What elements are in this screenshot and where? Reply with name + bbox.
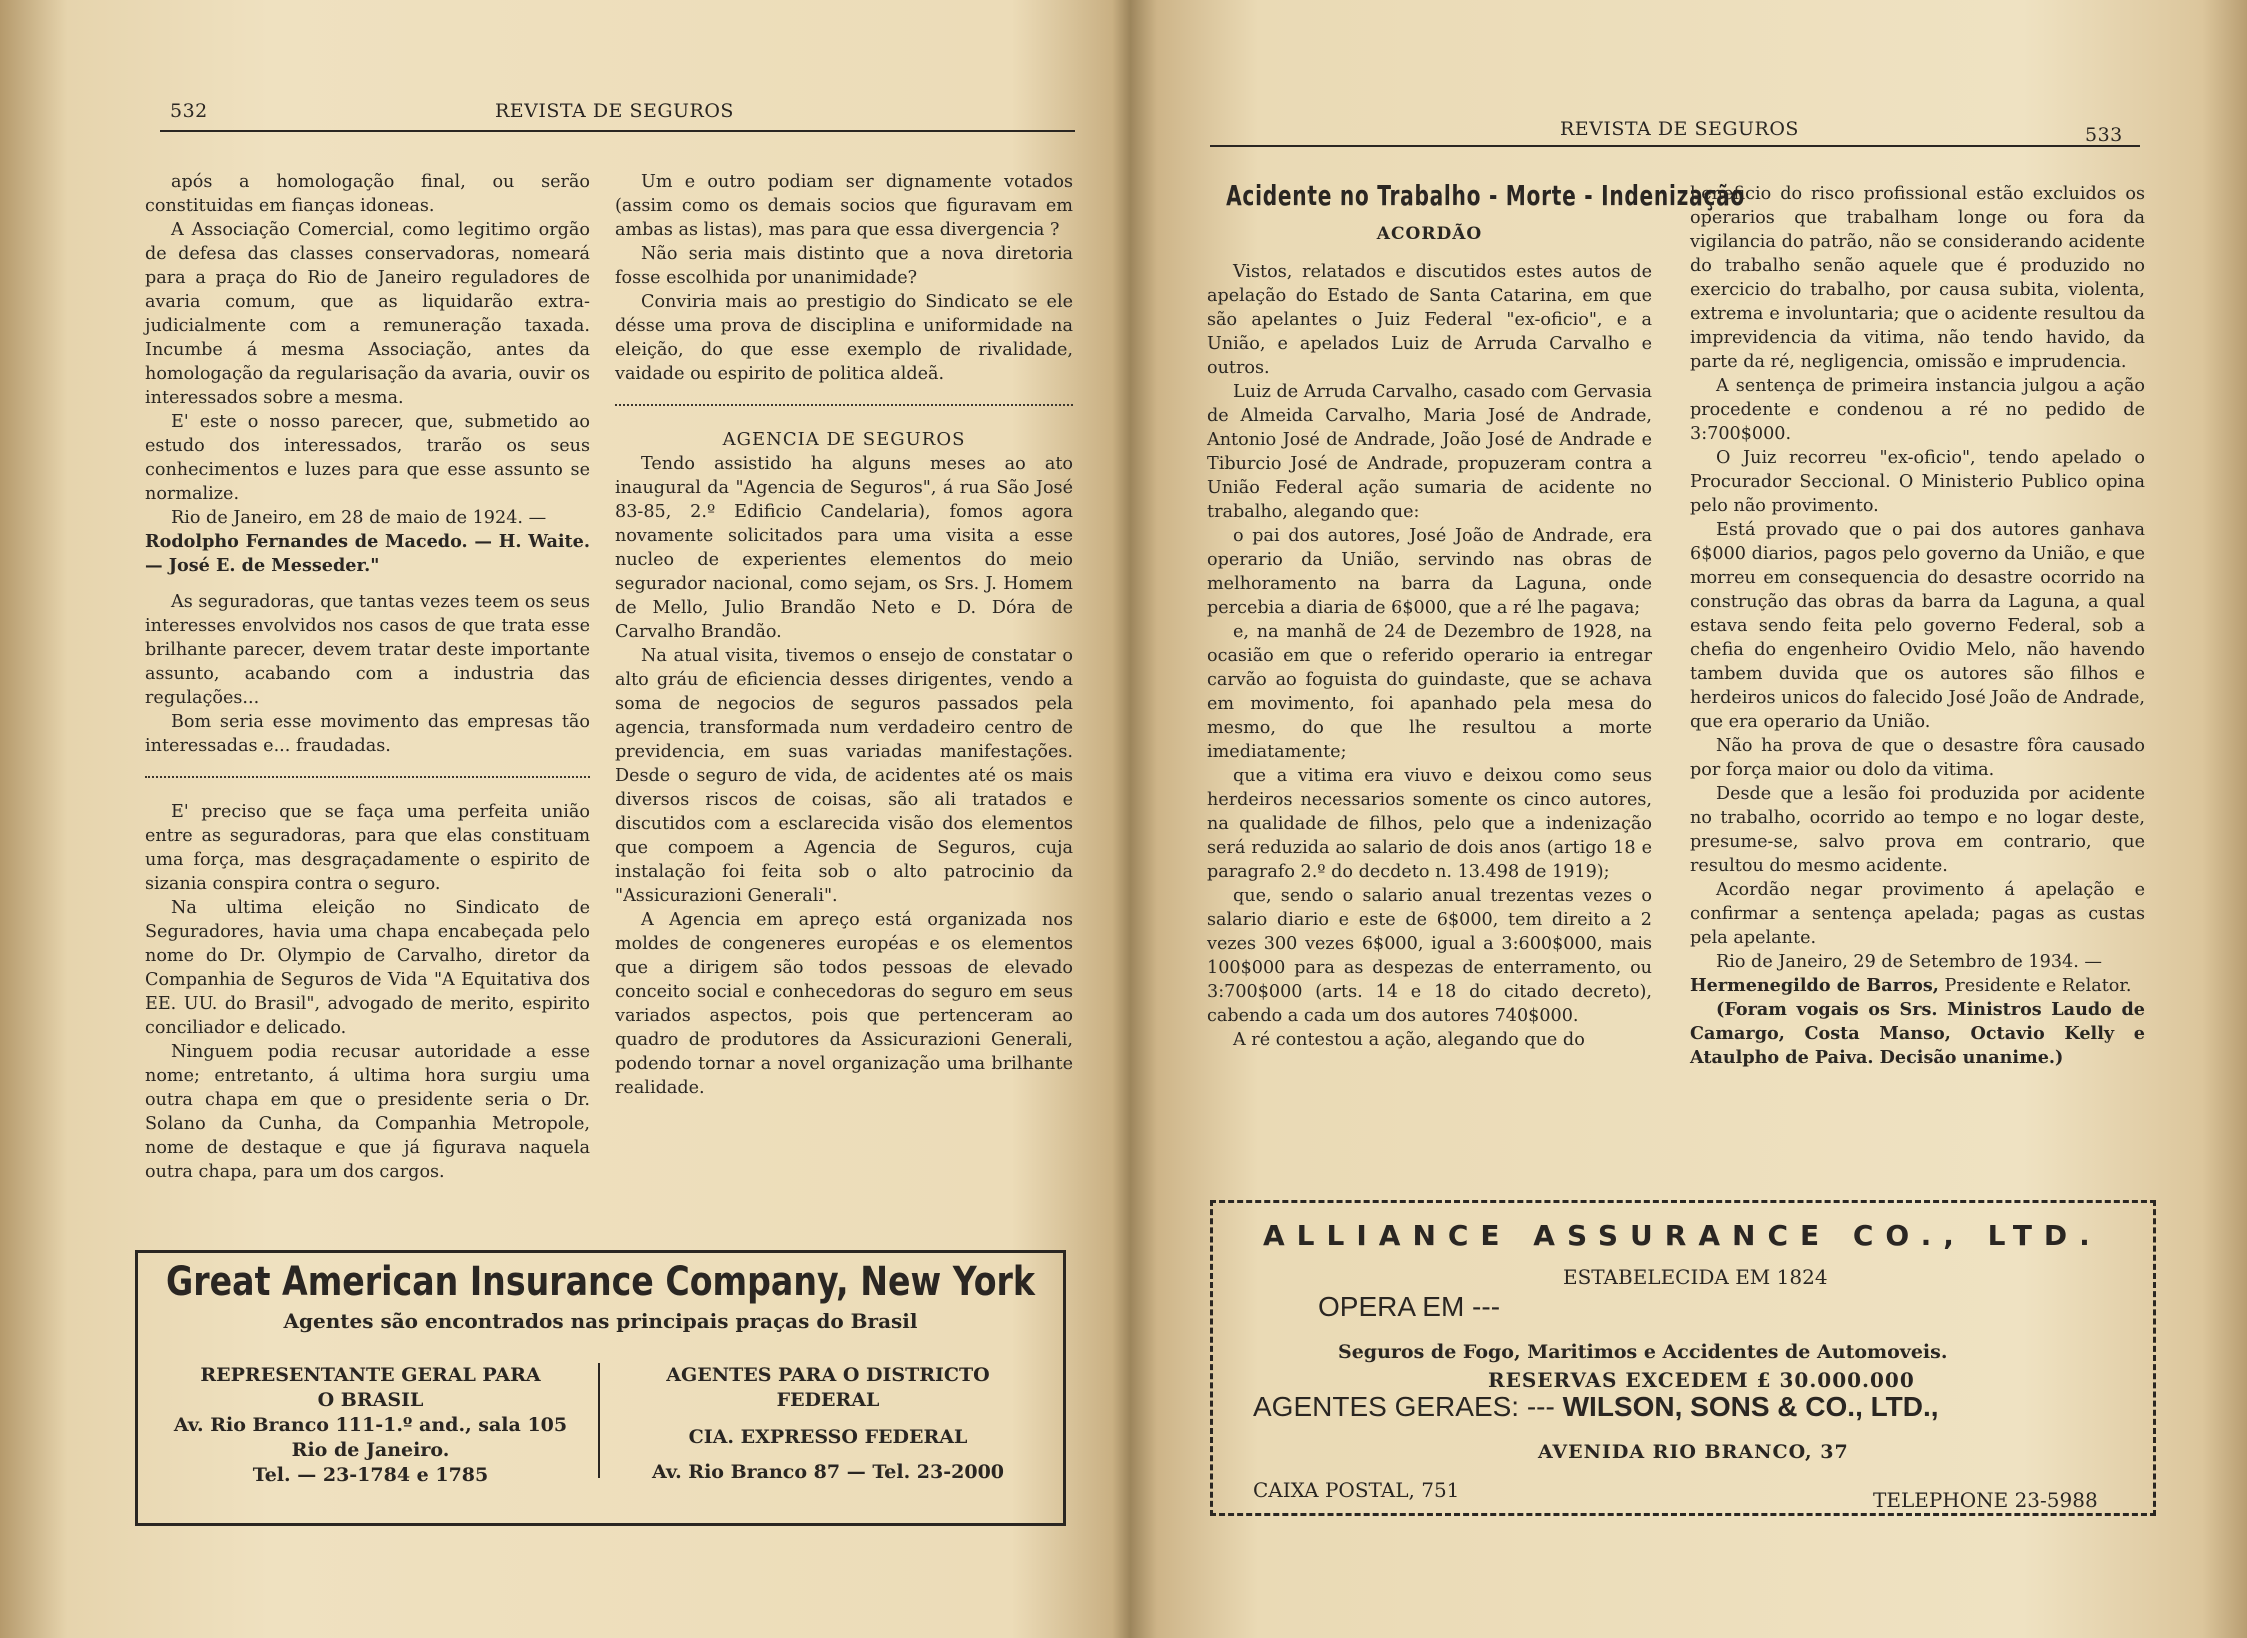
ad-line: O BRASIL bbox=[317, 1389, 424, 1411]
ministers-note: (Foram vogais os Srs. Ministros Laudo de Camargo, Costa Manso, Octavio Kelly e Ataulpho de Paiva. Decisão unanime.) bbox=[1690, 999, 2145, 1068]
paragraph: o pai dos autores, José João de Andrade, era operario da União, servindo nas obras de melhoramento na barra da Laguna, onde percebia a diaria de 6$000, que a ré lhe pagava; bbox=[1207, 526, 1652, 618]
paragraph: Rio de Janeiro, em 28 de maio de 1924. — bbox=[171, 508, 547, 528]
paragraph: A Agencia em apreço está organizada nos moldes de congeneres européas e os elementos que a dirigem são todos pessoas de elevado conceito social e conhecedoras do seguro em seus variados aspectos, pois que pertenceram ao quadro de produtores da Assicurazioni Generali, podendo tornar a novel organização uma brilhante realidade. bbox=[615, 910, 1073, 1098]
paragraph: Não ha prova de que o desastre fôra causado por força maior ou dolo da vitima. bbox=[1690, 736, 2145, 780]
ad-line: Tel. — 23-1784 e 1785 bbox=[252, 1464, 489, 1486]
paragraph: Conviria mais ao prestigio do Sindicato se ele désse uma prova de disciplina e uniformidade na eleição, do que esse exemplo de rivalidade, vaidade ou espirito de politica aldeã. bbox=[615, 292, 1073, 384]
header-rule bbox=[1210, 145, 2140, 147]
paragraph: beneficio do risco profissional estão excluidos os operarios que trabalham longe ou fora da vigilancia do patrão, não se considerando acidente do trabalho senão aquele que é produzido no exercicio do trabalho, por causa subita, violenta, extrema e involuntaria; que o acidente resultou da imprevidencia da vitima, não tendo havido, da parte da ré, negligencia, omissão e imprudencia. bbox=[1690, 184, 2145, 372]
ad-reserves: RESERVAS EXCEDEM £ 30.000.000 bbox=[1488, 1368, 1915, 1392]
ad-left-block bbox=[153, 1363, 588, 1488]
paragraph: Tendo assistido ha alguns meses ao ato inaugural da "Agencia de Seguros", á rua São José 83-85, 2.º Edificio Candelaria), fomos agora novamente solicitados para uma visita a esse nucleo de experientes elementos do meio segurador nacional, como sejam, os Srs. J. Homem de Mello, Julio Brandão Neto e D. Dóra de Carvalho Brandão. bbox=[615, 454, 1073, 642]
paragraph: E' preciso que se faça uma perfeita união entre as seguradoras, para que elas constituam uma força, mas desgraçadamente o espirito de sizania conspira contra o seguro. bbox=[145, 802, 590, 894]
section-title: AGENCIA DE SEGUROS bbox=[722, 429, 966, 450]
ad-separator bbox=[598, 1363, 600, 1478]
paragraph: Na ultima eleição no Sindicato de Seguradores, havia uma chapa encabeçada pelo nome do Dr. Olympio de Carvalho, diretor da Companhia de Seguros de Vida "A Equitativa dos EE. UU. do Brasil", advogado de merito, espirito conciliador e delicado. bbox=[145, 898, 590, 1038]
page-532 bbox=[0, 0, 1115, 1638]
paragraph: Na atual visita, tivemos o ensejo de constatar o alto gráu de eficiencia desses dirigentes, vendo a soma de negocios de seguros passados pela agencia, transformada num verdadeiro centro de previdencia, em suas variadas manifestações. Desde o seguro de vida, de acidentes até os mais diversos riscos de coisas, são ali tratados e discutidos com a esclarecida visão dos elementos que compoem a Agencia de Seguros, cuja instalação foi feita sob o alto patrocinio da "Assicurazioni Generali". bbox=[615, 646, 1073, 906]
acordao-heading: ACORDÃO bbox=[1376, 224, 1483, 244]
paragraph: Acordão negar provimento á apelação e confirmar a sentença apelada; pagas as custas pela apelante. bbox=[1690, 880, 2145, 948]
paragraph: Bom seria esse movimento das empresas tão interessadas e... fraudadas. bbox=[145, 712, 590, 756]
ad-title: ALLIANCE ASSURANCE CO., LTD. bbox=[1263, 1219, 2102, 1252]
paragraph: A sentença de primeira instancia julgou a ação procedente e condenou a ré no pedido de 3:700$000. bbox=[1690, 376, 2145, 444]
paragraph: A ré contestou a ação, alegando que do bbox=[1233, 1030, 1585, 1050]
paragraph: após a homologação final, ou serão constituidas em fianças idoneas. bbox=[145, 172, 590, 216]
paragraph: Vistos, relatados e discutidos estes autos de apelação do Estado de Santa Catarina, em que são apelantes o Juiz Federal "ex-oficio", e a União, e apelados Luiz de Arruda Carvalho e outros. bbox=[1207, 262, 1652, 378]
header-rule bbox=[160, 130, 1075, 132]
ad-line: FEDERAL bbox=[776, 1389, 880, 1411]
great-american-ad bbox=[135, 1250, 1066, 1526]
right-column-1 bbox=[1207, 179, 1745, 1052]
ad-right-block bbox=[608, 1363, 1048, 1485]
alliance-assurance-ad bbox=[1210, 1200, 2156, 1516]
right-column-2 bbox=[1690, 182, 2145, 1070]
left-column-2 bbox=[615, 170, 1073, 1100]
ad-title: Great American Insurance Company, New York bbox=[166, 1259, 1035, 1305]
signature: Hermenegildo de Barros, Presidente e Relator. bbox=[1690, 975, 2132, 996]
section-divider bbox=[615, 404, 1073, 406]
paragraph: A Associação Comercial, como legitimo orgão de defesa das classes conservadoras, nomeará para a praça do Rio de Janeiro reguladores de avaria comum, que as liquidarão extra-judicialmente com a remuneração taxada. Incumbe á mesma Associação, antes da homologação da regularisação da avaria, ouvir os interessados sobre a mesma. bbox=[145, 220, 590, 408]
ad-columns bbox=[138, 1363, 1063, 1523]
ad-line: CIA. EXPRESSO FEDERAL bbox=[688, 1426, 968, 1448]
ad-line: REPRESENTANTE GERAL PARA bbox=[200, 1364, 541, 1386]
ad-subtitle: Agentes são encontrados nas principais praças do Brasil bbox=[283, 1309, 918, 1333]
page-number: 533 bbox=[2085, 124, 2123, 146]
paragraph: Ninguem podia recusar autoridade a esse nome; entretanto, á ultima hora surgiu uma outra chapa em que o presidente seria o Dr. Solano da Cunha, da Companhia Metropole, nome de destaque e que já figurava naquela outra chapa, para um dos cargos. bbox=[145, 1042, 590, 1182]
ad-line: Av. Rio Branco 111-1.º and., sala 105 bbox=[173, 1414, 568, 1436]
paragraph: Está provado que o pai dos autores ganhava 6$000 diarios, pagos pelo governo da União, e que morreu em consequencia do desastre ocorrido na construção das obras da barra da Laguna, a qual estava sendo feita pelo governo Federal, sob a chefia do engenheiro Ovidio Melo, não havendo tambem duvida que os autores são filhos e herdeiros unicos do falecido José João de Andrade, que era operario da União. bbox=[1690, 520, 2145, 732]
ad-po-box: CAIXA POSTAL, 751 bbox=[1253, 1478, 1460, 1502]
ad-opera: OPERA EM --- bbox=[1318, 1291, 1501, 1322]
paragraph: Rio de Janeiro, 29 de Setembro de 1934. — bbox=[1716, 952, 2102, 972]
page-number: 532 bbox=[170, 100, 208, 122]
ad-agents: AGENTES GERAES: --- WILSON, SONS & CO., LTD., bbox=[1253, 1391, 1939, 1422]
ad-established: ESTABELECIDA EM 1824 bbox=[1563, 1265, 1828, 1289]
ad-line: Rio de Janeiro. bbox=[291, 1439, 450, 1461]
ad-telephone: TELEPHONE 23-5988 bbox=[1873, 1488, 2098, 1512]
paragraph: As seguradoras, que tantas vezes teem os seus interesses envolvidos nos casos de que trata esse brilhante parecer, devem tratar deste importante assunto, acabando com a industria das regulações... bbox=[145, 592, 590, 708]
article-headline: Acidente no Trabalho - Morte - Indenização bbox=[1226, 179, 1745, 212]
left-column-1 bbox=[145, 170, 590, 1184]
paragraph: que a vitima era viuvo e deixou como seus herdeiros necessarios somente os cinco autores, na qualidade de filhos, pelo que a indenização será reduzida ao salario de dois anos (artigo 18 e paragrafo 2.º do decdeto n. 13.498 de 1919); bbox=[1207, 766, 1652, 882]
paragraph: e, na manhã de 24 de Dezembro de 1928, na ocasião em que o referido operario ia entregar carvão ao foguista do guindaste, que se achava em movimento, foi apanhado pela mesa do mesmo, do que lhe resultou a morte imediatamente; bbox=[1207, 622, 1652, 762]
ad-line: Av. Rio Branco 87 — Tel. 23-2000 bbox=[651, 1461, 1005, 1483]
paragraph: Um e outro podiam ser dignamente votados (assim como os demais socios que figuravam em ambas as listas), mas para que essa divergencia ? bbox=[615, 172, 1073, 240]
paragraph: que, sendo o salario anual trezentas vezes o salario diario e este de 6$000, tem direito a 2 vezes 300 vezes 6$000, igual a 3:600$000, mais 100$000 para as despezas de enterramento, ou 3:700$000 (arts. 14 e 18 do citado decreto), cabendo a cada um dos autores 740$000. bbox=[1207, 886, 1652, 1026]
ad-lines: Seguros de Fogo, Maritimos e Accidentes de Automoveis. bbox=[1338, 1341, 1948, 1363]
paragraph: Desde que a lesão foi produzida por acidente no trabalho, ocorrido ao tempo e no logar deste, presume-se, salvo prova em contrario, que resultou do mesmo acidente. bbox=[1690, 784, 2145, 876]
ad-address: AVENIDA RIO BRANCO, 37 bbox=[1538, 1441, 1849, 1463]
section-divider bbox=[145, 776, 590, 778]
running-head: REVISTA DE SEGUROS bbox=[495, 100, 734, 122]
signatures: Rodolpho Fernandes de Macedo. — H. Waite. — José E. de Messeder." bbox=[145, 531, 590, 576]
page-533 bbox=[1135, 0, 2247, 1638]
running-head: REVISTA DE SEGUROS bbox=[1560, 118, 1799, 140]
paragraph: Luiz de Arruda Carvalho, casado com Gervasia de Almeida Carvalho, Maria José de Andrade, Antonio José de Andrade, João José de Andrade e Tiburcio José de Andrade, propuzeram contra a União Federal ação sumaria de acidente no trabalho, alegando que: bbox=[1207, 382, 1652, 522]
paragraph: Não seria mais distinto que a nova diretoria fosse escolhida por unanimidade? bbox=[615, 244, 1073, 288]
paragraph: O Juiz recorreu "ex-oficio", tendo apelado o Procurador Seccional. O Ministerio Publico opina pelo não provimento. bbox=[1690, 448, 2145, 516]
paragraph: E' este o nosso parecer, que, submetido ao estudo dos interessados, trarão os seus conhecimentos e luzes para que esse assunto se normalize. bbox=[145, 412, 590, 504]
ad-line: AGENTES PARA O DISTRICTO bbox=[666, 1364, 990, 1386]
